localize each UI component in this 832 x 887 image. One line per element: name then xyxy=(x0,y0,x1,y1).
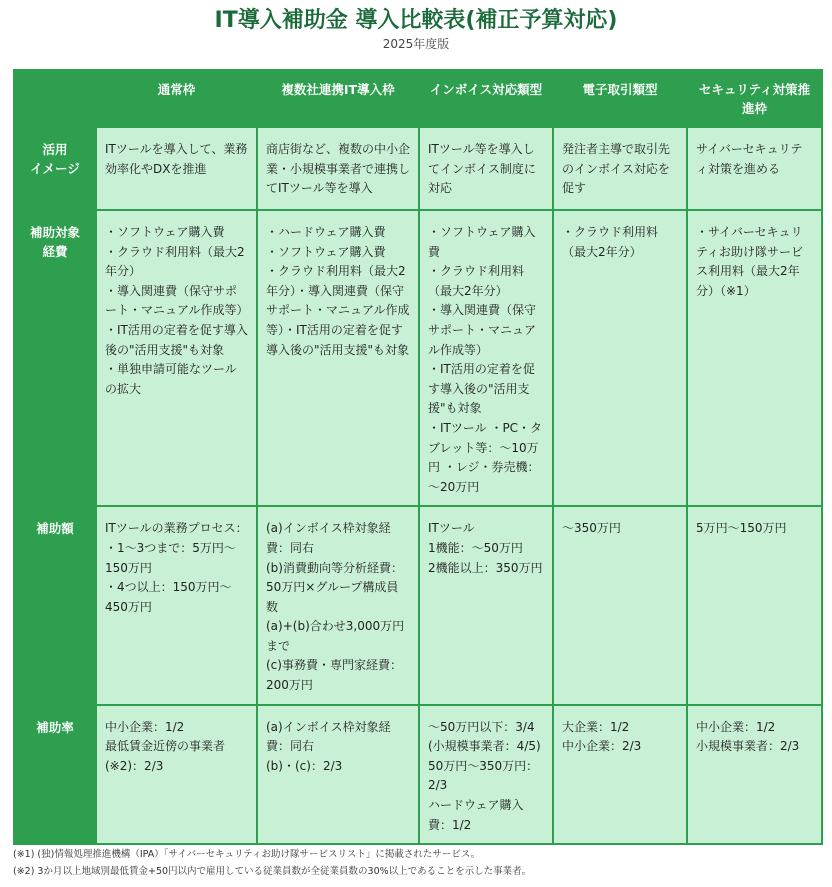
row-header-subsidy-rate: 補助率 xyxy=(14,705,96,845)
table-cell: ・ソフトウェア購入費 ・クラウド利用料（最大2年分） ・導入関連費（保守サポート・マニュアル作成等） ・IT活用の定着を促す導入後の"活用支援"も対象 ・ITツール ・PC・タブレット等：～10万円 ・レジ・券売機：～20万円 xyxy=(419,210,553,506)
table-cell: 商店街など、複数の中小企業・小規模事業者で連携してITツール等を導入 xyxy=(257,127,419,210)
table-row xyxy=(14,127,822,210)
table-row xyxy=(14,705,822,845)
table-cell: (a)インボイス枠対象経費：同右 (b)消費動向等分析経費：50万円×グループ構成員数 (a)+(b)合わせ3,000万円まで (c)事務費・専門家経費：200万円 xyxy=(257,506,419,704)
table-cell: 中小企業：1/2 小規模事業者：2/3 xyxy=(687,705,822,845)
table-row xyxy=(14,506,822,704)
table-cell: ・ハードウェア購入費 ・ソフトウェア購入費 ・クラウド利用料（最大2年分）・導入関連費（保守サポート・マニュアル作成等）・IT活用の定着を促す導入後の"活用支援"も対象 xyxy=(257,210,419,506)
table-cell: ITツールを導入して、業務効率化やDXを推進 xyxy=(96,127,257,210)
table-row xyxy=(14,210,822,506)
table-cell: ・サイバーセキュリティお助け隊サービス利用料（最大2年分）（※1） xyxy=(687,210,822,506)
footnote-2: (※2) 3か月以上地域別最低賃金+50円以内で雇用している従業員数が全従業員数の30%以上であることを示した事業者。 xyxy=(13,866,532,877)
column-header-corner xyxy=(14,70,96,127)
page-subtitle: 2025年度版 xyxy=(382,37,450,51)
page-title: IT導入補助金 導入比較表(補正予算対応) xyxy=(214,8,618,33)
table-cell: ～350万円 xyxy=(553,506,687,704)
table-cell: サイバーセキュリティ対策を進める xyxy=(687,127,822,210)
table-cell: (a)インボイス枠対象経費：同右 (b)・(c)：2/3 xyxy=(257,705,419,845)
table-cell: ・クラウド利用料（最大2年分） xyxy=(553,210,687,506)
column-header-invoice: インボイス対応類型 xyxy=(419,70,553,127)
table-cell: ・ソフトウェア購入費 ・クラウド利用料（最大2年分） ・導入関連費（保守サポート・マニュアル作成等） ・IT活用の定着を促す導入後の"活用支援"も対象 ・単独申請可能なツールの拡大 xyxy=(96,210,257,506)
table-cell: ～50万円以下：3/4 (小規模事業者：4/5) 50万円～350万円：2/3 ハードウェア購入費：1/2 xyxy=(419,705,553,845)
table-cell: ITツール 1機能：～50万円 2機能以上：350万円 xyxy=(419,506,553,704)
column-header-security: セキュリティ対策推進枠 xyxy=(687,70,822,127)
footnotes xyxy=(13,846,823,880)
footnote-1: (※1) (独)情報処理推進機構（IPA）「サイバーセキュリティお助け隊サービスリスト」に掲載されたサービス。 xyxy=(13,849,481,860)
table-cell: 大企業：1/2 中小企業：2/3 xyxy=(553,705,687,845)
row-header-usage: 活用 イメージ xyxy=(14,127,96,210)
column-header-multi-company: 複数社連携IT導入枠 xyxy=(257,70,419,127)
column-header-e-transaction: 電子取引類型 xyxy=(553,70,687,127)
table-header-row xyxy=(14,70,822,127)
table-cell: 中小企業：1/2 最低賃金近傍の事業者(※2)：2/3 xyxy=(96,705,257,845)
column-header-regular: 通常枠 xyxy=(96,70,257,127)
table-cell: ITツールの業務プロセス： ・1～3つまで：5万円～150万円 ・4つ以上：150万円～450万円 xyxy=(96,506,257,704)
row-header-subsidy-amount: 補助額 xyxy=(14,506,96,704)
table-cell: 発注者主導で取引先のインボイス対応を促す xyxy=(553,127,687,210)
row-header-eligible-expenses: 補助対象 経費 xyxy=(14,210,96,506)
table-cell: 5万円～150万円 xyxy=(687,506,822,704)
table-cell: ITツール等を導入してインボイス制度に対応 xyxy=(419,127,553,210)
comparison-table xyxy=(13,69,823,845)
